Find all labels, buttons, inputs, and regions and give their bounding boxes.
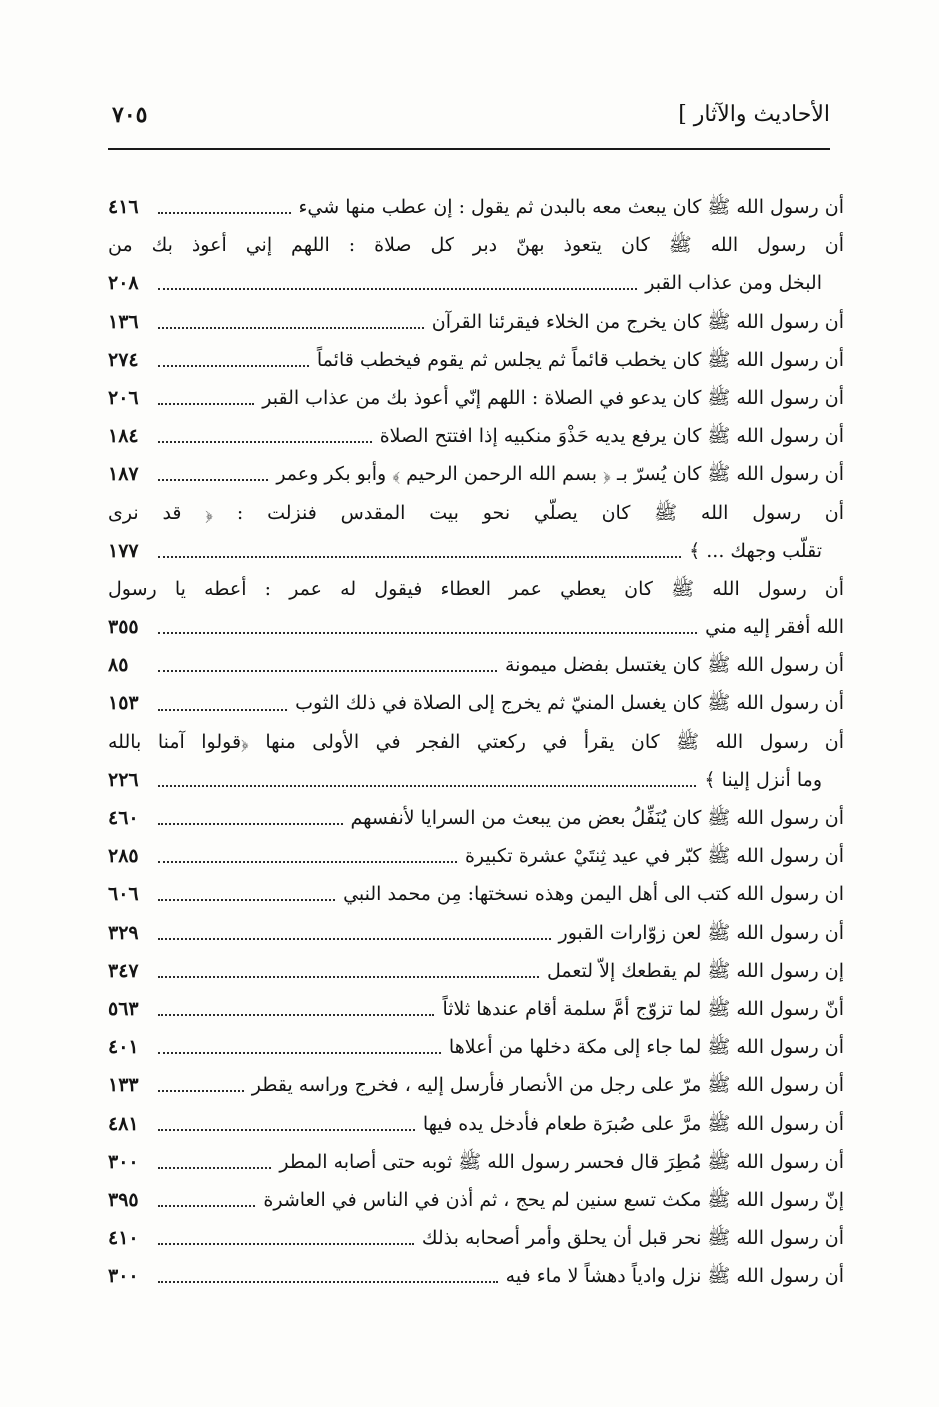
dot-leader bbox=[158, 441, 372, 443]
index-entry bbox=[108, 341, 844, 379]
dot-leader bbox=[158, 632, 697, 634]
dot-leader bbox=[158, 1167, 271, 1169]
index-entry bbox=[108, 684, 844, 722]
index-entry bbox=[108, 1257, 844, 1295]
index-entry bbox=[108, 723, 844, 761]
index-entry bbox=[108, 1105, 844, 1143]
index-entry bbox=[108, 417, 844, 455]
index-entry bbox=[108, 952, 844, 990]
dot-leader bbox=[158, 785, 696, 787]
entry-text: أن رسول الله ﷺ كان يغتسل بفضل ميمونة bbox=[505, 654, 844, 677]
entry-page: ٨٥ bbox=[108, 654, 129, 677]
page-header bbox=[112, 98, 830, 140]
index-entry bbox=[108, 837, 844, 875]
entry-page: ٤١٦ bbox=[108, 196, 139, 218]
dot-leader bbox=[158, 823, 343, 825]
entry-text: أن رسول الله ﷺ مُطِرَ قال فحسر رسول الله ﷺ ثوبه حتى أصابه المطر bbox=[279, 1150, 844, 1173]
dot-leader bbox=[158, 1243, 414, 1245]
dot-leader bbox=[158, 288, 637, 290]
index-entry-continuation bbox=[108, 608, 844, 646]
entry-page: ٢٧٤ bbox=[108, 348, 139, 371]
entry-page: ٣٩٥ bbox=[108, 1188, 139, 1211]
hadith-index-list bbox=[108, 188, 844, 1295]
index-entry-continuation bbox=[108, 761, 844, 799]
dot-leader bbox=[158, 861, 457, 863]
entry-page: ٤٨١ bbox=[108, 1112, 139, 1135]
entry-text: أن رسول الله ﷺ كان يبعث معه بالبدن ثم يقول : إن عطب منها شيء bbox=[298, 196, 844, 218]
entry-text: إن رسول الله ﷺ لم يقطعك إلاّ لتعمل bbox=[547, 959, 844, 982]
header-rule bbox=[108, 148, 830, 150]
entry-text: أن رسول الله ﷺ كان يرفع يديه حَذْوَ منكبيه إذا افتتح الصلاة bbox=[379, 425, 844, 448]
entry-page: ٤١٠ bbox=[108, 1227, 139, 1250]
entry-page: ٢٢٦ bbox=[108, 768, 139, 791]
index-entry bbox=[108, 1219, 844, 1257]
entry-page: ١٨٧ bbox=[108, 463, 139, 486]
entry-page: ١٥٣ bbox=[108, 692, 139, 715]
entry-text: إنّ رسول الله ﷺ مكث تسع سنين لم يحج ، ثم أذن في الناس في العاشرة bbox=[263, 1188, 844, 1211]
entry-page: ٥٦٣ bbox=[108, 997, 139, 1020]
entry-continuation: الله أفقر إليه مني bbox=[705, 616, 844, 639]
entry-text: أن رسول الله ﷺ كان يغسل المنيّ ثم يخرج إلى الصلاة في ذلك الثوب bbox=[295, 692, 844, 715]
entry-text: أن رسول الله ﷺ لما جاء إلى مكة دخلها من أعلاها bbox=[448, 1036, 844, 1059]
entry-page: ٣٠٠ bbox=[108, 1265, 139, 1288]
dot-leader bbox=[158, 365, 309, 367]
entry-page: ٢٨٥ bbox=[108, 845, 139, 868]
entry-text: أن رسول الله ﷺ كان يخطب قائماً ثم يجلس ثم يقوم فيخطب قائماً bbox=[316, 348, 844, 371]
index-entry bbox=[108, 1181, 844, 1219]
entry-text: أن رسول الله ﷺ كان يقرأ في ركعتي الفجر في الأولى منها ﴿قولوا آمنا بالله bbox=[108, 730, 844, 753]
entry-text: أن رسول الله ﷺ كان يدعو في الصلاة : اللهم إنّي أعوذ بك من عذاب القبر bbox=[262, 386, 844, 409]
entry-text: أنّ رسول الله ﷺ لما تزوّج أمَّ سلمة أقام عندها ثلاثاً bbox=[442, 997, 844, 1020]
index-entry-continuation bbox=[108, 264, 844, 302]
dot-leader bbox=[158, 479, 268, 481]
dot-leader bbox=[158, 1281, 498, 1283]
entry-page: ٢٠٨ bbox=[108, 272, 139, 295]
dot-leader bbox=[158, 670, 497, 672]
dot-leader bbox=[158, 1090, 244, 1092]
entry-page: ٣٢٩ bbox=[108, 921, 139, 944]
entry-page: ١٧٧ bbox=[108, 539, 139, 562]
dot-leader bbox=[158, 1014, 434, 1016]
entry-text: أن رسول الله ﷺ مرّ على رجل من الأنصار فأرسل إليه ، فخرج وراسه يقطر bbox=[251, 1074, 844, 1097]
page-number: ٧٠٥ bbox=[112, 102, 148, 128]
dot-leader bbox=[158, 976, 539, 978]
index-entry bbox=[108, 646, 844, 684]
entry-page: ٤٠١ bbox=[108, 1036, 139, 1059]
entry-page: ٢٠٦ bbox=[108, 386, 139, 409]
index-entry bbox=[108, 303, 844, 341]
dot-leader bbox=[158, 1205, 255, 1207]
entry-page: ٣٥٥ bbox=[108, 616, 139, 639]
entry-text: أن رسول الله ﷺ كان يُنَفِّلُ بعض من يبعث من السرايا لأنفسهم bbox=[350, 807, 844, 829]
entry-page: ٣٤٧ bbox=[108, 959, 139, 982]
index-entry bbox=[108, 1143, 844, 1181]
index-entry bbox=[108, 226, 844, 264]
dot-leader bbox=[158, 556, 681, 558]
index-entry bbox=[108, 455, 844, 493]
dot-leader bbox=[158, 1129, 415, 1131]
entry-text: أن رسول الله ﷺ كان يُسرّ بـ ﴿ بسم الله الرحمن الرحيم ﴾ وأبو بكر وعمر bbox=[276, 463, 844, 486]
entry-page: ١٣٦ bbox=[108, 310, 139, 333]
entry-text: أن رسول الله ﷺ كان يتعوذ بهنّ دبر كل صلاة : اللهم إني أعوذ بك من bbox=[108, 234, 844, 257]
entry-continuation: البخل ومن عذاب القبر bbox=[645, 272, 822, 295]
dot-leader bbox=[158, 1052, 441, 1054]
dot-leader bbox=[158, 709, 287, 711]
dot-leader bbox=[158, 212, 291, 214]
dot-leader bbox=[158, 938, 551, 940]
dot-leader bbox=[158, 403, 254, 405]
entry-text: أن رسول الله ﷺ كان يعطي عمر العطاء فيقول له عمر : أعطه يا رسول bbox=[108, 577, 844, 600]
entry-text: أن رسول الله ﷺ كان يخرج من الخلاء فيقرئنا القرآن bbox=[431, 310, 844, 333]
entry-page: ٣٠٠ bbox=[108, 1150, 139, 1173]
index-entry bbox=[108, 875, 844, 913]
index-entry bbox=[108, 990, 844, 1028]
index-entry bbox=[108, 379, 844, 417]
index-entry bbox=[108, 914, 844, 952]
entry-page: ٤٦٠ bbox=[108, 807, 139, 829]
entry-text: أن رسول الله ﷺ لعن زوّارات القبور bbox=[558, 921, 844, 944]
index-entry bbox=[108, 1028, 844, 1066]
entry-text: ان رسول الله كتب الى أهل اليمن وهذه نسختها: مِن محمد النبي bbox=[343, 883, 844, 906]
entry-text: أن رسول الله ﷺ نحر قبل أن يحلق وأمر أصحابه بذلك bbox=[421, 1227, 844, 1250]
entry-text: أن رسول الله ﷺ كبّر في عيد ثِنتَيْ عشرة تكبيرة bbox=[464, 845, 844, 868]
entry-text: أن رسول الله ﷺ مرَّ على صُبرَة طعام فأدخل يده فيها bbox=[422, 1112, 844, 1135]
entry-continuation: وما أنزل إلينا ﴾ bbox=[704, 768, 822, 791]
index-entry bbox=[108, 494, 844, 532]
entry-text: أن رسول الله ﷺ نزل وادياً دهشاً لا ماء فيه bbox=[505, 1265, 844, 1288]
index-entry bbox=[108, 570, 844, 608]
dot-leader bbox=[158, 899, 335, 901]
entry-page: ٦٠٦ bbox=[108, 883, 139, 906]
entry-continuation: تقلّب وجهك ... ﴾ bbox=[689, 539, 822, 562]
running-head-title: الأحاديث والآثار ] bbox=[678, 102, 830, 127]
index-entry bbox=[108, 799, 844, 837]
index-entry bbox=[108, 188, 844, 226]
dot-leader bbox=[158, 327, 424, 329]
entry-page: ١٨٤ bbox=[108, 425, 139, 448]
index-entry bbox=[108, 1066, 844, 1104]
index-entry-continuation bbox=[108, 532, 844, 570]
entry-page: ١٣٣ bbox=[108, 1074, 139, 1097]
entry-text: أن رسول الله ﷺ كان يصلّي نحو بيت المقدس فنزلت : ﴿ قد نرى bbox=[108, 501, 844, 524]
